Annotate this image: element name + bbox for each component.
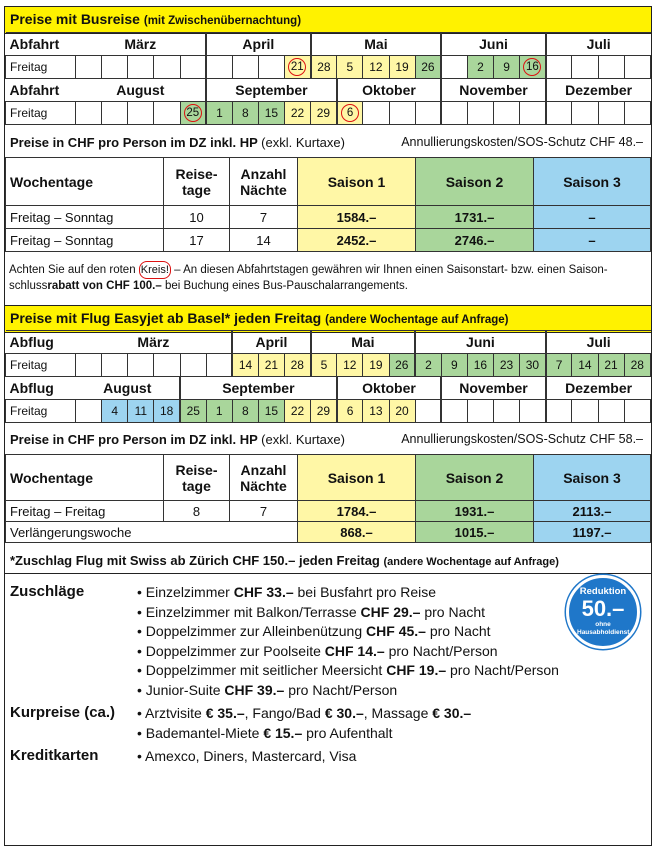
month-september: September bbox=[180, 377, 337, 400]
price-sheet bbox=[4, 6, 652, 846]
col-reisetage: Reise- tage bbox=[164, 455, 230, 501]
col-naechte: Anzahl Nächte bbox=[230, 158, 298, 206]
kurpreise-title: Kurpreise (ca.) bbox=[10, 704, 116, 721]
day-label: Freitag bbox=[6, 102, 76, 125]
bus-calendar bbox=[5, 32, 651, 125]
bus-section-title: Preise mit Busreise (mit Zwischenübernachtung) bbox=[5, 7, 651, 34]
bus-dates-row1: Freitag 21 28 5 12 19 26 2 9 16 bbox=[6, 56, 651, 79]
list-item: • Bademantel-Miete € 15.– pro Aufenthalt bbox=[137, 724, 471, 744]
month-september: September bbox=[206, 79, 337, 102]
date-cell-circled bbox=[337, 102, 363, 125]
kreis-circle: Kreis! bbox=[139, 261, 171, 279]
month-juli: Juli bbox=[546, 33, 651, 56]
month-august: August bbox=[76, 377, 181, 400]
zuschlaege-list bbox=[137, 583, 559, 700]
month-august: August bbox=[76, 79, 207, 102]
badge-bottom-text: ohne Hausabholdienst bbox=[577, 621, 630, 636]
bus-cancellation: Annullierungskosten/SOS-Schutz CHF 48.– bbox=[401, 135, 643, 149]
flug-price-header: Preise in CHF pro Person im DZ inkl. HP (exkl. Kurtaxe) bbox=[10, 432, 345, 447]
red-circle: 16 bbox=[523, 58, 541, 76]
day-label: Freitag bbox=[6, 56, 76, 79]
date-cell-circled bbox=[520, 56, 546, 79]
date-cell-circled bbox=[180, 102, 206, 125]
col-naechte: Anzahl Nächte bbox=[230, 455, 298, 501]
badge-top-text: Reduktion bbox=[579, 586, 627, 597]
red-circle: 6 bbox=[341, 104, 359, 122]
date-cell-circled bbox=[285, 56, 311, 79]
kurpreise-list bbox=[137, 704, 471, 743]
col-wochentage: Wochentage bbox=[6, 158, 164, 206]
month-november: November bbox=[441, 377, 546, 400]
col-saison-3: Saison 3 bbox=[534, 455, 651, 501]
month-juni: Juni bbox=[441, 33, 546, 56]
flug-cancellation: Annullierungskosten/SOS-Schutz CHF 58.– bbox=[401, 432, 643, 446]
month-dezember: Dezember bbox=[546, 377, 651, 400]
bus-row1-label: Abfahrt bbox=[6, 33, 76, 56]
table-row: Freitag – Sonntag 10 7 1584.– 1731.– – bbox=[6, 206, 651, 229]
divider bbox=[5, 573, 651, 574]
list-item: • Doppelzimmer zur Alleinbenützung CHF 45.– pro Nacht bbox=[137, 622, 559, 642]
flug-dates-row1: Freitag 14 21 28 5 12 19 26 2 9 16 23 30 7 14 21 28 bbox=[6, 354, 651, 377]
list-item: • Einzelzimmer mit Balkon/Terrasse CHF 29.– pro Nacht bbox=[137, 603, 559, 623]
month-april: April bbox=[232, 331, 310, 354]
month-mai: Mai bbox=[311, 33, 442, 56]
table-row: Freitag – Freitag 8 7 1784.– 1931.– 2113.– bbox=[6, 501, 651, 522]
flug-dates-row2: Freitag 4 11 18 25 1 8 15 22 29 6 13 20 bbox=[6, 400, 651, 423]
month-oktober: Oktober bbox=[337, 377, 442, 400]
flug-calendar bbox=[5, 330, 651, 423]
reduktion-badge bbox=[566, 575, 640, 649]
bus-price-header: Preise in CHF pro Person im DZ inkl. HP (exkl. Kurtaxe) bbox=[10, 135, 345, 150]
zuschlag-flug-note: *Zuschlag Flug mit Swiss ab Zürich CHF 150.– jeden Freitag (andere Wochentage auf Anfrage) bbox=[10, 553, 559, 568]
list-item: • Einzelzimmer CHF 33.– bei Busfahrt pro Reise bbox=[137, 583, 559, 603]
flug-price-table bbox=[5, 454, 651, 543]
month-maerz: März bbox=[76, 33, 207, 56]
flug-row2-label: Abflug bbox=[6, 377, 76, 400]
bus-row2-label: Abfahrt bbox=[6, 79, 76, 102]
list-item: • Arztvisite € 35.–, Fango/Bad € 30.–, Massage € 30.– bbox=[137, 704, 471, 724]
month-juni: Juni bbox=[415, 331, 546, 354]
col-wochentage: Wochentage bbox=[6, 455, 164, 501]
red-circle-note: Achten Sie auf den roten Kreis! – An diesen Abfahrtstagen gewähren wir Ihnen einen Saisonstart- bzw. einen Saison- schlussrabatt von CHF 100.– bei Buchung eines Bus-Pauschalarrangements. bbox=[9, 261, 647, 294]
bus-price-table bbox=[5, 157, 651, 252]
red-circle: 25 bbox=[184, 104, 202, 122]
month-april: April bbox=[206, 33, 311, 56]
day-label: Freitag bbox=[6, 400, 76, 423]
red-circle: 21 bbox=[288, 58, 306, 76]
month-maerz: März bbox=[76, 331, 233, 354]
col-reisetage: Reise- tage bbox=[164, 158, 230, 206]
kreditkarten-title: Kreditkarten bbox=[10, 747, 99, 764]
bus-dates-row2: Freitag 25 1 8 15 22 29 6 bbox=[6, 102, 651, 125]
month-dezember: Dezember bbox=[546, 79, 651, 102]
month-mai: Mai bbox=[311, 331, 416, 354]
col-saison-3: Saison 3 bbox=[534, 158, 651, 206]
flug-section-title: Preise mit Flug Easyjet ab Basel* jeden Freitag (andere Wochentage auf Anfrage) bbox=[5, 305, 651, 333]
day-label: Freitag bbox=[6, 354, 76, 377]
flug-row1-label: Abflug bbox=[6, 331, 76, 354]
zuschlaege-title: Zuschläge bbox=[10, 583, 85, 600]
month-november: November bbox=[441, 79, 546, 102]
list-item: • Junior-Suite CHF 39.– pro Nacht/Person bbox=[137, 681, 559, 701]
table-row: Verlängerungswoche 868.– 1015.– 1197.– bbox=[6, 522, 651, 543]
list-item: • Amexco, Diners, Mastercard, Visa bbox=[137, 747, 356, 767]
col-saison-2: Saison 2 bbox=[416, 158, 534, 206]
table-row: Freitag – Sonntag 17 14 2452.– 2746.– – bbox=[6, 229, 651, 252]
badge-value: 50.– bbox=[581, 596, 625, 621]
col-saison-1: Saison 1 bbox=[298, 455, 416, 501]
list-item: • Doppelzimmer zur Poolseite CHF 14.– pro Nacht/Person bbox=[137, 642, 559, 662]
month-oktober: Oktober bbox=[337, 79, 442, 102]
col-saison-1: Saison 1 bbox=[298, 158, 416, 206]
col-saison-2: Saison 2 bbox=[416, 455, 534, 501]
kreditkarten-list bbox=[137, 747, 356, 767]
month-juli: Juli bbox=[546, 331, 651, 354]
list-item: • Doppelzimmer mit seitlicher Meersicht CHF 19.– pro Nacht/Person bbox=[137, 661, 559, 681]
